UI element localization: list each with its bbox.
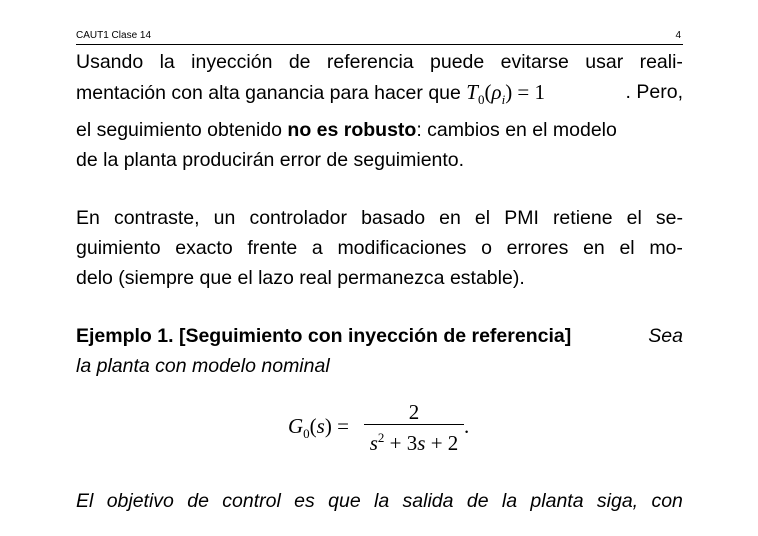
word: la — [159, 51, 175, 73]
formula-fraction — [364, 400, 464, 456]
word: guimiento — [76, 237, 161, 260]
word: o — [481, 237, 492, 260]
header-title: CAUT1 Clase 14 — [76, 30, 152, 41]
para2-line1 — [76, 203, 683, 233]
word: usar — [585, 51, 624, 73]
word: de — [187, 490, 209, 512]
para1-line1 — [76, 47, 683, 77]
slide-content — [76, 47, 683, 381]
word: El — [76, 490, 94, 512]
example-block — [76, 321, 683, 381]
word: frente — [247, 237, 298, 260]
word: retiene — [552, 207, 613, 230]
word: basado — [361, 207, 426, 230]
final-line — [76, 486, 683, 516]
word: inyección — [191, 51, 273, 73]
word: contraste, — [113, 207, 200, 230]
word: el — [626, 207, 642, 230]
formula-lhs: $G_0(s)$ = — [288, 414, 349, 442]
bold-not-robust: no es robusto — [287, 119, 417, 142]
word: modificaciones — [337, 237, 467, 260]
word: exacto — [175, 237, 233, 260]
para1-line4: de la planta producirán error de seguimiento. — [76, 149, 465, 172]
word: se- — [655, 207, 683, 230]
formula-numerator: 2 — [408, 400, 420, 424]
para2-line2 — [76, 233, 683, 263]
word: siga, — [596, 490, 639, 512]
word: Usando — [76, 51, 144, 73]
transfer-function-formula — [288, 400, 488, 456]
word: planta — [530, 490, 584, 512]
para1-line3: el seguimiento obtenido no es robusto: cambios en el modelo — [76, 119, 617, 142]
word: PMI — [504, 207, 539, 230]
formula-denominator: $s^2 + 3s + 2$ — [369, 430, 459, 455]
word: errores — [506, 237, 569, 260]
example-line2: la planta con modelo nominal — [76, 355, 330, 378]
paragraph-1 — [76, 47, 683, 175]
word: que — [328, 490, 361, 512]
word: la — [374, 490, 390, 512]
word: de — [466, 490, 489, 512]
word: puede — [430, 51, 485, 73]
word: referencia — [326, 51, 414, 73]
word: En — [76, 207, 100, 230]
example-label: Ejemplo 1. [Seguimiento con inyección de referencia] — [76, 325, 572, 348]
page-number: 4 — [675, 30, 681, 41]
paragraph-2 — [76, 203, 683, 293]
word: mo- — [649, 237, 683, 260]
word: en — [439, 207, 461, 230]
word: a — [311, 237, 323, 260]
formula-period: . — [464, 414, 470, 438]
word: el — [474, 207, 491, 230]
example-line1: Ejemplo 1. [Seguimiento con inyección de referencia] Sea — [76, 321, 683, 351]
word: es — [294, 490, 315, 512]
word: salida — [402, 490, 454, 512]
word: un — [213, 207, 236, 230]
word: controlador — [249, 207, 347, 230]
para1-line2: mentación con alta ganancia para hacer que $T_0(\rho_i) = 1$ . Pero, — [76, 80, 683, 108]
word: objetivo — [106, 490, 174, 512]
word: evitarse — [500, 51, 569, 73]
word: reali- — [639, 51, 683, 73]
para2-line3: delo (siempre que el lazo real permanezca estable). — [76, 267, 525, 290]
math-T0: $T_0(\rho_i) = 1$ — [466, 80, 546, 108]
page-header — [76, 30, 683, 45]
word: la — [501, 490, 518, 512]
word: en — [583, 237, 605, 260]
word: con — [651, 490, 683, 512]
word: control — [222, 490, 281, 512]
word: el — [619, 237, 635, 260]
word: de — [288, 51, 311, 73]
